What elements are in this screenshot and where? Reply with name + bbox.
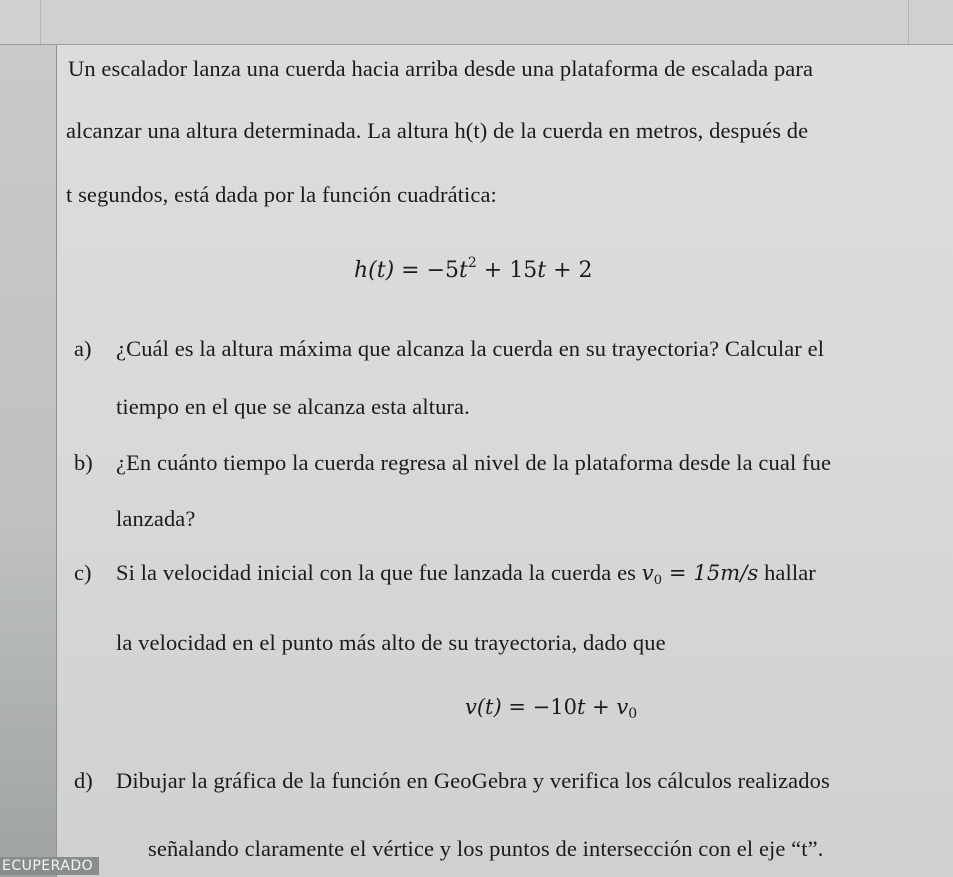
item-d-label: d) [74, 768, 93, 793]
formula-term: = −10 [501, 695, 577, 719]
item-b-label: b) [74, 450, 93, 475]
formula-var: v [616, 695, 629, 719]
table-top-row [0, 0, 953, 45]
table-divider [908, 0, 909, 44]
formula-subscript: 0 [628, 706, 638, 722]
item-c-text: hallar [758, 560, 816, 585]
problem-intro-line-1: Un escalador lanza una cuerda hacia arriba desde una plataforma de escalada para [68, 56, 814, 81]
item-c-label: c) [74, 560, 92, 585]
item-c-line-2: la velocidad en el punto más alto de su trayectoria, dado que [116, 630, 666, 655]
height-function-formula [354, 256, 593, 282]
formula-exponent: 2 [467, 255, 477, 271]
formula-term: + 15 [476, 258, 538, 283]
item-b-line-1: ¿En cuánto tiempo la cuerda regresa al nivel de la plataforma desde la cual fue [116, 450, 832, 475]
math-var: v [641, 561, 654, 585]
item-a-label: a) [74, 336, 92, 361]
monitor-background [0, 0, 60, 877]
formula-term: + [585, 695, 617, 719]
formula-lhs: h(t) [354, 258, 395, 283]
math-value: = 15m/s [662, 561, 759, 585]
initial-velocity-math [641, 561, 759, 588]
item-a-line-1: ¿Cuál es la altura máxima que alcanza la cuerda en su trayectoria? Calcular el [116, 336, 825, 361]
item-c-text: Si la velocidad inicial con la que fue lanzada la cuerda es [116, 560, 642, 585]
problem-intro-line-3: t segundos, está dada por la función cuadrática: [66, 182, 497, 207]
item-b-line-2: lanzada? [116, 506, 196, 531]
formula-term: + 2 [546, 258, 593, 283]
item-a-line-2: tiempo en el que se alcanza esta altura. [116, 394, 470, 419]
formula-var: t [459, 258, 468, 283]
item-c-line-1 [116, 562, 816, 587]
velocity-function-formula [465, 697, 637, 721]
item-d-line-1: Dibujar la gráfica de la función en GeoGebra y verifica los cálculos realizados [116, 768, 830, 793]
math-subscript: 0 [653, 573, 663, 588]
formula-var: t [537, 258, 547, 283]
formula-lhs: v(t) [465, 695, 502, 719]
item-d-line-2: señalando claramente el vértice y los puntos de intersección con el eje “t”. [148, 836, 824, 861]
formula-var: t [576, 695, 586, 719]
table-divider [40, 0, 41, 44]
problem-intro-line-2: alcanzar una altura determinada. La altura h(t) de la cuerda en metros, después de [66, 118, 809, 143]
document-status-label: ECUPERADO [0, 857, 99, 875]
formula-term: = −5 [394, 258, 460, 283]
